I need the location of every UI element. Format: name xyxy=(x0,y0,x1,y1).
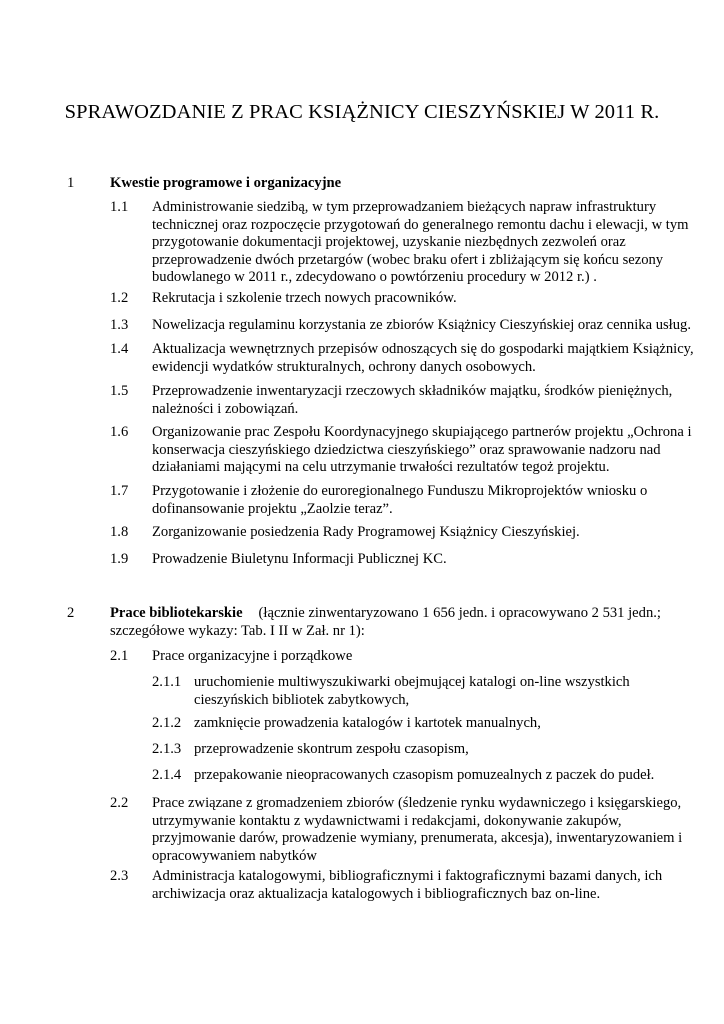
item-1-3-number: 1.3 xyxy=(110,317,129,333)
item-1-4-number: 1.4 xyxy=(110,341,129,357)
item-1-2-number: 1.2 xyxy=(110,290,129,306)
item-1-5-number: 1.5 xyxy=(110,383,129,399)
item-2-3-text: Administracja katalogowymi, bibliograficznymi i faktograficznymi bazami danych, ich archiwizacja oraz aktualizacja katalogowych i bibliograficznych baz on-line. xyxy=(152,868,663,902)
section-2-number: 2 xyxy=(67,605,75,621)
report-title: SPRAWOZDANIE Z PRAC KSIĄŻNICY CIESZYŃSKIEJ W 2011 R. xyxy=(64,101,660,123)
section-2-intro: Prace bibliotekarskie (łącznie zinwentaryzowano 1 656 jedn. i opracowywano 2 531 jedn.; szczegółowe wykazy: Tab. I II w Zał. nr 1): xyxy=(110,605,661,639)
item-2-3-number: 2.3 xyxy=(110,868,129,884)
item-1-1-number: 1.1 xyxy=(110,199,129,215)
item-1-8-number: 1.8 xyxy=(110,524,129,540)
item-1-9-text: Prowadzenie Biuletynu Informacji Publicznej KC. xyxy=(152,551,447,567)
subitem-2-1-4-number: 2.1.4 xyxy=(152,767,182,783)
section-2-heading: Prace bibliotekarskie xyxy=(110,605,243,621)
subitem-2-1-3-number: 2.1.3 xyxy=(152,741,182,757)
subitem-2-1-2-number: 2.1.2 xyxy=(152,715,182,731)
item-2-2-text: Prace związane z gromadzeniem zbiorów (śledzenie rynku wydawniczego i księgarskiego, utrzymywanie kontaktu z wydawnictwami i redakcjami, dokonywanie zakupów, przyjmowanie darów, prowadzenie wymiany, prenumerata, akcesja), inwentaryzowaniem i opracowywaniem nabytków xyxy=(152,795,683,864)
item-2-1-number: 2.1 xyxy=(110,648,129,664)
section-1-number: 1 xyxy=(67,175,75,191)
item-2-2-number: 2.2 xyxy=(110,795,129,811)
item-1-4-text: Aktualizacja wewnętrznych przepisów odnoszących się do gospodarki majątkiem Książnicy, ewidencji wydatków strukturalnych, ochrony danych osobowych. xyxy=(152,341,694,375)
section-1-heading: Kwestie programowe i organizacyjne xyxy=(110,175,342,191)
item-1-3-text: Nowelizacja regulaminu korzystania ze zbiorów Książnicy Cieszyńskiej oraz cennika usług. xyxy=(152,317,691,333)
item-1-7-number: 1.7 xyxy=(110,483,129,499)
item-1-5-text: Przeprowadzenie inwentaryzacji rzeczowych składników majątku, środków pieniężnych, należności i zobowiązań. xyxy=(152,383,673,417)
subitem-2-1-1-text: uruchomienie multiwyszukiwarki obejmującej katalogi on-line wszystkich cieszyńskich bibliotek zabytkowych, xyxy=(194,674,630,708)
item-1-6-text: Organizowanie prac Zespołu Koordynacyjnego skupiającego partnerów projektu „Ochrona i konserwacja cieszyńskiego dziedzictwa cieszyńskiego” oraz sprawowanie nadzoru nad działaniami mającymi na celu utrzymanie trwałości rezultatów tegoż projektu. xyxy=(152,424,692,475)
subitem-2-1-2-text: zamknięcie prowadzenia katalogów i kartotek manualnych, xyxy=(194,715,541,731)
item-1-8-text: Zorganizowanie posiedzenia Rady Programowej Książnicy Cieszyńskiej. xyxy=(152,524,580,540)
subitem-2-1-1-number: 2.1.1 xyxy=(152,674,182,690)
subitem-2-1-4-text: przepakowanie nieopracowanych czasopism pomuzealnych z paczek do pudeł. xyxy=(194,767,655,783)
item-1-2-text: Rekrutacja i szkolenie trzech nowych pracowników. xyxy=(152,290,457,306)
item-1-9-number: 1.9 xyxy=(110,551,129,567)
item-2-1-text: Prace organizacyjne i porządkowe xyxy=(152,648,353,664)
subitem-2-1-3-text: przeprowadzenie skontrum zespołu czasopism, xyxy=(194,741,469,757)
item-1-7-text: Przygotowanie i złożenie do euroregionalnego Funduszu Mikroprojektów wniosku o dofinansowanie projektu „Zaolzie teraz”. xyxy=(152,483,648,517)
item-1-6-number: 1.6 xyxy=(110,424,129,440)
item-1-1-text: Administrowanie siedzibą, w tym przeprowadzaniem bieżących napraw infrastruktury technicznej oraz rozpoczęcie przygotowań do generalnego remontu dachu i elewacji, w tym przygotowanie dokumentacji projektowej, uzyskanie niezbędnych zezwoleń oraz przeprowadzenie dwóch przetargów (wobec braku ofert i zbliżającym się końcu sezony budowlanego w 2011 r., zdecydowano o powtórzeniu procedury w 2012 r.) . xyxy=(152,199,689,285)
